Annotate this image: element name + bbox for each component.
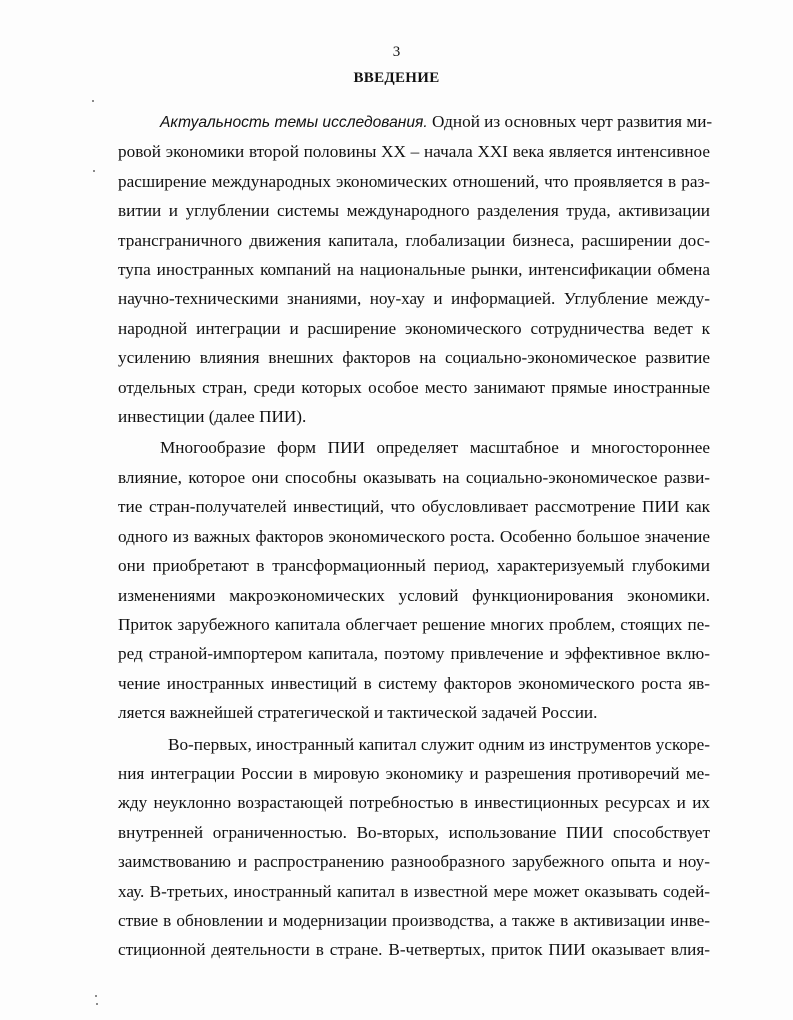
text-line: научно-техническими знаниями, ноу-хау и информацией. Углубление между- [118, 289, 710, 309]
paragraph-firstly [118, 730, 710, 965]
text-line: ляется важнейшей стратегической и тактической задачей России. [118, 703, 598, 723]
text-line: Многообразие форм ПИИ определяет масштабное и многостороннее [160, 438, 710, 458]
section-heading: ВВЕДЕНИЕ [353, 70, 440, 86]
text-line: внутренней ограниченностью. Во-вторых, использование ПИИ способствует [118, 822, 710, 842]
paragraph-relevance [118, 107, 713, 431]
body-text [118, 107, 713, 965]
text-line: Во-первых, иностранный капитал служит одним из инструментов ускоре- [168, 734, 710, 754]
text-line: одного из важных факторов экономического роста. Особенно большое значение [118, 526, 710, 546]
scan-speck [92, 100, 94, 102]
text-line: витии и углублении системы международного разделения труда, активизации [118, 201, 710, 221]
text-line: чение иностранных инвестиций в систему факторов экономического роста яв- [118, 673, 710, 693]
scan-speck [96, 1003, 98, 1005]
text-line: влияние, которое они способны оказывать на социально-экономическое разви- [118, 467, 710, 487]
text-line: стиционной деятельности в стране. В-четвертых, приток ПИИ оказывает влия- [118, 940, 710, 960]
text-line: ред страной-импортером капитала, поэтому привлечение и эффективное вклю- [118, 644, 710, 664]
paragraph-lead: Актуальность темы исследования. [160, 114, 428, 131]
text-line: отдельных стран, среди которых особое место занимают прямые иностранные [118, 377, 710, 397]
paragraph-fdi-forms [118, 433, 710, 727]
text-line: Приток зарубежного капитала облегчает решение многих проблем, стоящих пе- [118, 614, 710, 634]
scan-speck [95, 995, 97, 997]
text-line: ствие в обновлении и модернизации производства, а также в активизации инве- [118, 910, 710, 930]
text-line: тие стран-получателей инвестиций, что обусловливает рассмотрение ПИИ как [118, 497, 710, 517]
text-line: изменениями макроэкономических условий функционирования экономики. [118, 585, 710, 605]
text-line: ния интеграции России в мировую экономику и разрешения противоречий ме- [118, 763, 710, 783]
text-line: тупа иностранных компаний на национальные рынки, интенсификации обмена [118, 260, 710, 280]
text-line: трансграничного движения капитала, глобализации бизнеса, расширении дос- [118, 230, 710, 250]
text-line: народной интеграции и расширение экономического сотрудничества ведет к [118, 318, 710, 338]
text-line: усилению влияния внешних факторов на социально-экономическое развитие [118, 348, 710, 368]
text-line [118, 107, 713, 137]
scan-speck [93, 170, 95, 172]
text-line: жду неуклонно возрастающей потребностью в инвестиционных ресурсах и их [118, 793, 710, 813]
text-line: ровой экономики второй половины XX – начала XXI века является интенсивное [118, 142, 710, 162]
text-line: заимствованию и распространению разнообразного зарубежного опыта и ноу- [118, 852, 710, 872]
text-line: расширение международных экономических отношений, что проявляется в раз- [118, 171, 710, 191]
text-line: они приобретают в трансформационный период, характеризуемый глубокими [118, 556, 710, 576]
page-number: 3 [392, 44, 401, 60]
text-line: инвестиции (далее ПИИ). [118, 407, 307, 427]
text-line: хау. В-третьих, иностранный капитал в известной мере может оказывать содей- [118, 881, 710, 901]
text-fragment: Одной из основных черт развития ми- [427, 112, 713, 131]
